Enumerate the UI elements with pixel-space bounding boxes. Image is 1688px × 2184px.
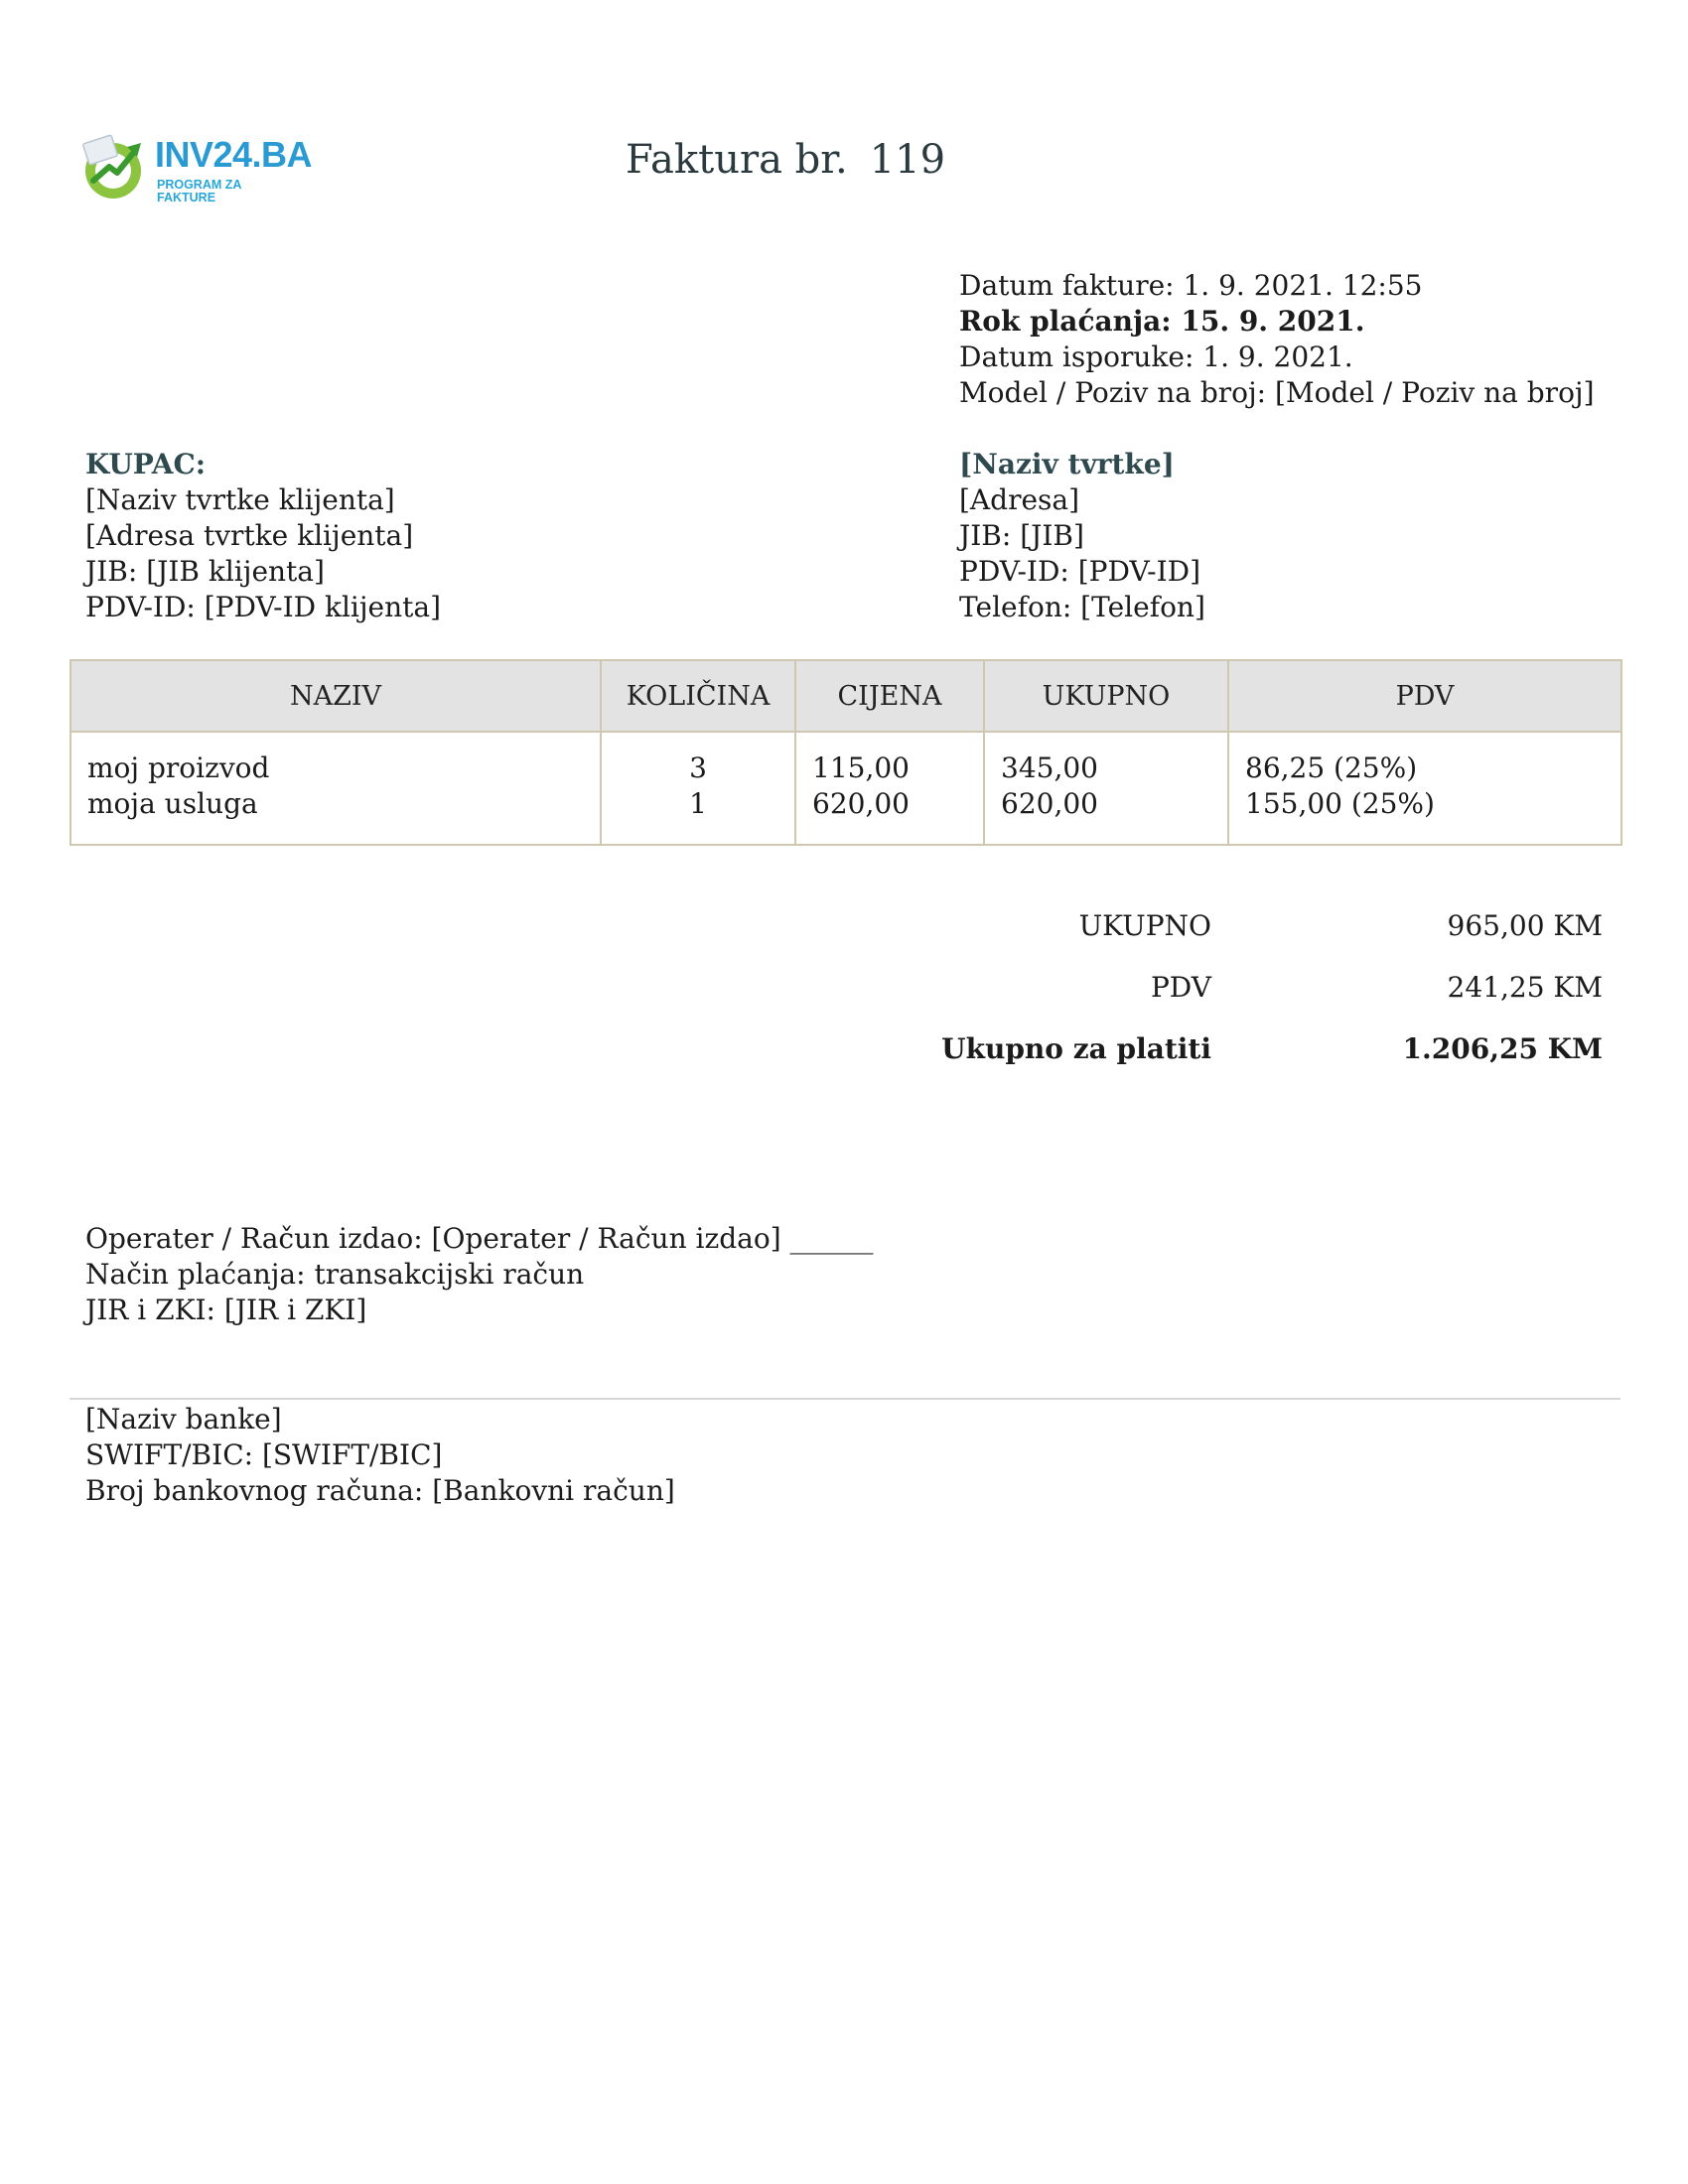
grand-total-row: [933, 1032, 1609, 1094]
item-total: 345,00: [1001, 751, 1098, 784]
item-quantity: 3: [689, 751, 707, 784]
column-header-name: NAZIV: [70, 660, 601, 732]
invoice-title-label: Faktura br.: [626, 137, 848, 183]
grand-total-value: 1.206,25 KM: [1402, 1032, 1603, 1065]
cell-name: [70, 732, 601, 845]
seller-name: [Naziv tvrtke]: [959, 448, 1175, 480]
item-total: 620,00: [1001, 787, 1098, 820]
subtotal-label: UKUPNO: [1078, 909, 1211, 942]
bank-details: [85, 1402, 675, 1509]
invoice-number: 119: [869, 137, 946, 183]
item-quantity: 1: [689, 787, 707, 820]
column-header-total: UKUPNO: [984, 660, 1228, 732]
table-row: [70, 732, 1621, 845]
item-vat: 155,00 (25%): [1245, 787, 1435, 820]
subtotal-value: 965,00 KM: [1447, 909, 1603, 942]
payment-method: Način plaćanja: transakcijski račun: [85, 1258, 585, 1291]
jir-zki: JIR i ZKI: [JIR i ZKI]: [85, 1294, 367, 1326]
invoice-notes: [85, 1221, 874, 1328]
buyer-pdv-id: PDV-ID: [PDV-ID klijenta]: [85, 591, 442, 623]
vat-row: [933, 971, 1609, 1032]
grand-total-label: Ukupno za platiti: [941, 1032, 1211, 1065]
seller-phone: Telefon: [Telefon]: [959, 591, 1205, 623]
items-table: [70, 659, 1622, 846]
due-date: Rok plaćanja: 15. 9. 2021.: [959, 305, 1365, 338]
buyer-block: [85, 447, 441, 625]
bank-swift: SWIFT/BIC: [SWIFT/BIC]: [85, 1438, 443, 1471]
invoice-dates: [959, 268, 1595, 411]
footer-divider: [70, 1398, 1620, 1400]
bank-account: Broj bankovnog računa: [Bankovni račun]: [85, 1474, 675, 1507]
buyer-address: [Adresa tvrtke klijenta]: [85, 519, 414, 552]
column-header-price: CIJENA: [795, 660, 984, 732]
item-vat: 86,25 (25%): [1245, 751, 1418, 784]
item-name: moja usluga: [87, 787, 258, 820]
operator-line: Operater / Račun izdao: [Operater / Račun izdao] ______: [85, 1222, 874, 1255]
seller-pdv-id: PDV-ID: [PDV-ID]: [959, 555, 1201, 588]
seller-address: [Adresa]: [959, 483, 1080, 516]
cell-total: [984, 732, 1228, 845]
invoice-date: Datum fakture: 1. 9. 2021. 12:55: [959, 269, 1423, 302]
company-logo: [79, 129, 313, 205]
items-table-header: [70, 660, 1621, 732]
column-header-vat: PDV: [1228, 660, 1621, 732]
invoice-title: [626, 137, 945, 183]
buyer-jib: JIB: [JIB klijenta]: [85, 555, 325, 588]
seller-block: [959, 447, 1205, 625]
payment-reference: Model / Poziv na broj: [Model / Poziv na broj]: [959, 376, 1595, 409]
buyer-heading: KUPAC:: [85, 448, 207, 480]
subtotal-row: [933, 909, 1609, 971]
seller-jib: JIB: [JIB]: [959, 519, 1084, 552]
vat-label: PDV: [1150, 971, 1211, 1004]
buyer-name: [Naziv tvrtke klijenta]: [85, 483, 395, 516]
cell-price: [795, 732, 984, 845]
column-header-quantity: KOLIČINA: [601, 660, 795, 732]
logo-mark-icon: [79, 133, 151, 201]
item-price: 620,00: [812, 787, 910, 820]
cell-vat: [1228, 732, 1621, 845]
delivery-date: Datum isporuke: 1. 9. 2021.: [959, 341, 1353, 373]
logo-subtitle: PROGRAM ZA FAKTURE: [157, 178, 241, 205]
item-name: moj proizvod: [87, 751, 270, 784]
item-price: 115,00: [812, 751, 910, 784]
cell-quantity: [601, 732, 795, 845]
bank-name: [Naziv banke]: [85, 1403, 282, 1435]
logo-brand-text: INV24.BA: [155, 134, 313, 175]
totals-block: [933, 909, 1609, 1094]
vat-value: 241,25 KM: [1447, 971, 1603, 1004]
